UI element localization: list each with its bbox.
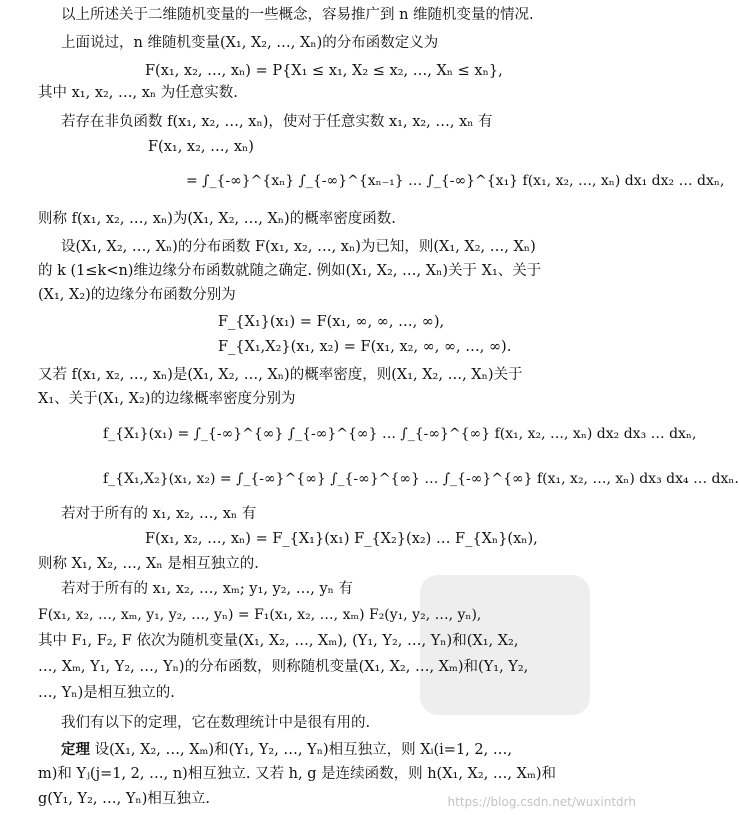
text-line: 其中 F₁, F₂, F 依次为随机变量(X₁, X₂, …, Xₘ), (Y₁, Y₂, …, Yₙ)和(X₁, X₂, xyxy=(38,633,519,649)
formula: F_{X₁,X₂}(x₁, x₂) = F(x₁, x₂, ∞, ∞, …, ∞). xyxy=(218,339,512,355)
text-line: 的 k (1≤k<n)维边缘分布函数就随之确定. 例如(X₁, X₂, …, Xₙ)关于 X₁、关于 xyxy=(38,263,542,279)
theorem-label: 定理 xyxy=(61,741,90,758)
text-line: 则称 f(x₁, x₂, …, xₙ)为(X₁, X₂, …, Xₙ)的概率密度函数. xyxy=(38,211,396,227)
text-line: 若对于所有的 x₁, x₂, …, xₙ 有 xyxy=(61,506,257,522)
text-line: 上面说过，n 维随机变量(X₁, X₂, …, Xₙ)的分布函数定义为 xyxy=(61,35,439,51)
watermark-text: https://blog.csdn.net/wuxintdrh xyxy=(447,795,636,809)
formula: f_{X₁,X₂}(x₁, x₂) = ∫_{-∞}^{∞} ∫_{-∞}^{∞} … ∫_{-∞}^{∞} f(x₁, x₂, …, xₙ) dx₃ dx₄ … dxₙ. xyxy=(103,471,739,487)
text-line: 其中 x₁, x₂, …, xₙ 为任意实数. xyxy=(38,85,238,101)
text-line: 则称 X₁, X₂, …, Xₙ 是相互独立的. xyxy=(38,556,259,572)
text-line: …, Xₘ, Y₁, Y₂, …, Yₙ)的分布函数，则称随机变量(X₁, X₂, …, Xₘ)和(Y₁, Y₂, xyxy=(38,659,529,675)
formula: F(x₁, x₂, …, xₙ) = F_{X₁}(x₁) F_{X₂}(x₂) … F_{Xₙ}(xₙ), xyxy=(145,531,538,547)
text-line: …, Yₙ)是相互独立的. xyxy=(38,685,175,701)
formula: F(x₁, x₂, …, xₙ) xyxy=(148,139,254,155)
text-line: 设(X₁, X₂, …, Xₙ)的分布函数 F(x₁, x₂, …, xₙ)为已知，则(X₁, X₂, …, Xₙ) xyxy=(61,239,536,255)
text-line: (X₁, X₂)的边缘分布函数分别为 xyxy=(38,287,236,303)
theorem-text: 设(X₁, X₂, …, Xₘ)和(Y₁, Y₂, …, Yₙ)相互独立，则 Xᵢ(i=1, 2, …, xyxy=(94,742,512,758)
formula: F(x₁, x₂, …, xₘ, y₁, y₂, …, yₙ) = F₁(x₁, x₂, …, xₘ) F₂(y₁, y₂, …, yₙ), xyxy=(38,607,482,623)
text-line: m)和 Yⱼ(j=1, 2, …, n)相互独立. 又若 h, g 是连续函数，则 h(X₁, X₂, …, Xₘ)和 xyxy=(38,766,556,782)
text-line: g(Y₁, Y₂, …, Yₙ)相互独立. xyxy=(38,791,210,807)
formula: F(x₁, x₂, …, xₙ) = P{X₁ ≤ x₁, X₂ ≤ x₂, …, Xₙ ≤ xₙ}, xyxy=(145,63,503,79)
text-line: 若对于所有的 x₁, x₂, …, xₘ; y₁, y₂, …, yₙ 有 xyxy=(61,581,354,597)
text-line: 我们有以下的定理，它在数理统计中是很有用的. xyxy=(61,715,371,731)
text-line: 以上所述关于二维随机变量的一些概念，容易推广到 n 维随机变量的情况. xyxy=(61,7,534,23)
theorem-line xyxy=(61,741,512,759)
text-line: 又若 f(x₁, x₂, …, xₙ)是(X₁, X₂, …, Xₙ)的概率密度，则(X₁, X₂, …, Xₙ)关于 xyxy=(38,367,523,383)
formula: = ∫_{-∞}^{xₙ} ∫_{-∞}^{xₙ₋₁} … ∫_{-∞}^{x₁} f(x₁, x₂, …, xₙ) dx₁ dx₂ … dxₙ, xyxy=(186,173,725,189)
formula: F_{X₁}(x₁) = F(x₁, ∞, ∞, …, ∞), xyxy=(218,314,445,330)
text-line: X₁、关于(X₁, X₂)的边缘概率密度分别为 xyxy=(38,391,296,407)
text-line: 若存在非负函数 f(x₁, x₂, …, xₙ)，使对于任意实数 x₁, x₂, …, xₙ 有 xyxy=(61,114,493,130)
formula: f_{X₁}(x₁) = ∫_{-∞}^{∞} ∫_{-∞}^{∞} … ∫_{-∞}^{∞} f(x₁, x₂, …, xₙ) dx₂ dx₃ … dxₙ, xyxy=(103,426,697,442)
